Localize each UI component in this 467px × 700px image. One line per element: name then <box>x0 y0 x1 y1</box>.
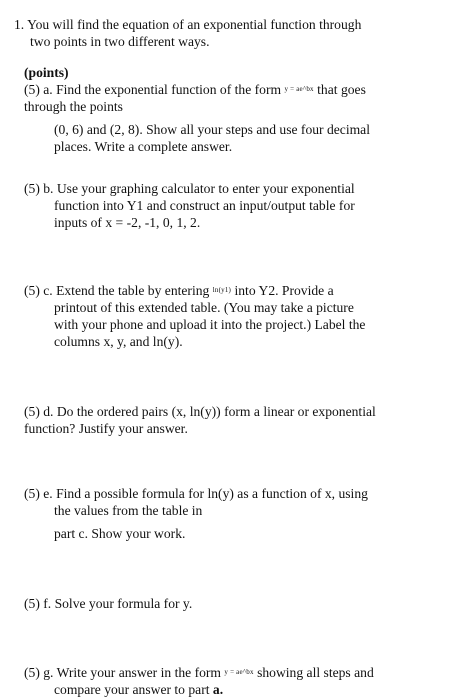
part-c-line-3: with your phone and upload it into the project.) Label the <box>54 317 366 332</box>
part-b <box>24 180 449 231</box>
part-e-line-3: part c. Show your work. <box>54 526 186 541</box>
part-f-line-1: (5) f. Solve your formula for y. <box>24 596 193 611</box>
part-d <box>24 403 449 437</box>
part-g-formula: y = ae^bx <box>224 668 254 676</box>
part-e-line-2: the values from the table in <box>54 503 203 518</box>
part-f <box>24 595 449 612</box>
part-c-line-4: columns x, y, and ln(y). <box>54 334 183 349</box>
part-a-line-2: through the points <box>24 99 123 114</box>
part-e <box>24 485 449 542</box>
part-d-line-2: function? Justify your answer. <box>24 421 188 436</box>
question-line-2: two points in two different ways. <box>30 34 210 49</box>
part-c <box>24 282 449 350</box>
part-a-line-1: (5) a. Find the exponential function of the form $^{y = ae\^{}bx}$ that goes <box>24 82 366 97</box>
part-a-formula: y = ae^bx <box>284 85 314 93</box>
part-g-line-2: compare your answer to part a. <box>54 682 224 697</box>
question-1 <box>14 16 449 50</box>
part-c-line-1: (5) c. Extend the table by entering $^{ln(y1)}$ into Y2. Provide a <box>24 283 334 298</box>
part-d-line-1: (5) d. Do the ordered pairs (x, ln(y)) form a linear or exponential <box>24 404 376 419</box>
part-a-line-3: (0, 6) and (2, 8). Show all your steps and use four decimal <box>54 122 370 137</box>
part-e-line-1: (5) e. Find a possible formula for ln(y) as a function of x, using <box>24 486 368 501</box>
question-number: 1. <box>14 17 25 32</box>
part-b-line-2: function into Y1 and construct an input/output table for <box>54 198 355 213</box>
part-a-line-4: places. Write a complete answer. <box>54 139 233 154</box>
part-b-line-1: (5) b. Use your graphing calculator to enter your exponential <box>24 181 355 196</box>
part-g <box>24 664 449 698</box>
points-heading: (points) <box>24 65 69 80</box>
part-g-line-1: (5) g. Write your answer in the form $^{y = ae\^{}bx}$ showing all steps and <box>24 665 374 680</box>
question-line-1: 1. You will find the equation of an exponential function through <box>14 17 362 32</box>
part-c-line-2: printout of this extended table. (You may take a picture <box>54 300 354 315</box>
part-b-line-3: inputs of x = -2, -1, 0, 1, 2. <box>54 215 201 230</box>
part-a <box>24 81 449 155</box>
part-c-formula: ln(y1) <box>212 286 232 294</box>
